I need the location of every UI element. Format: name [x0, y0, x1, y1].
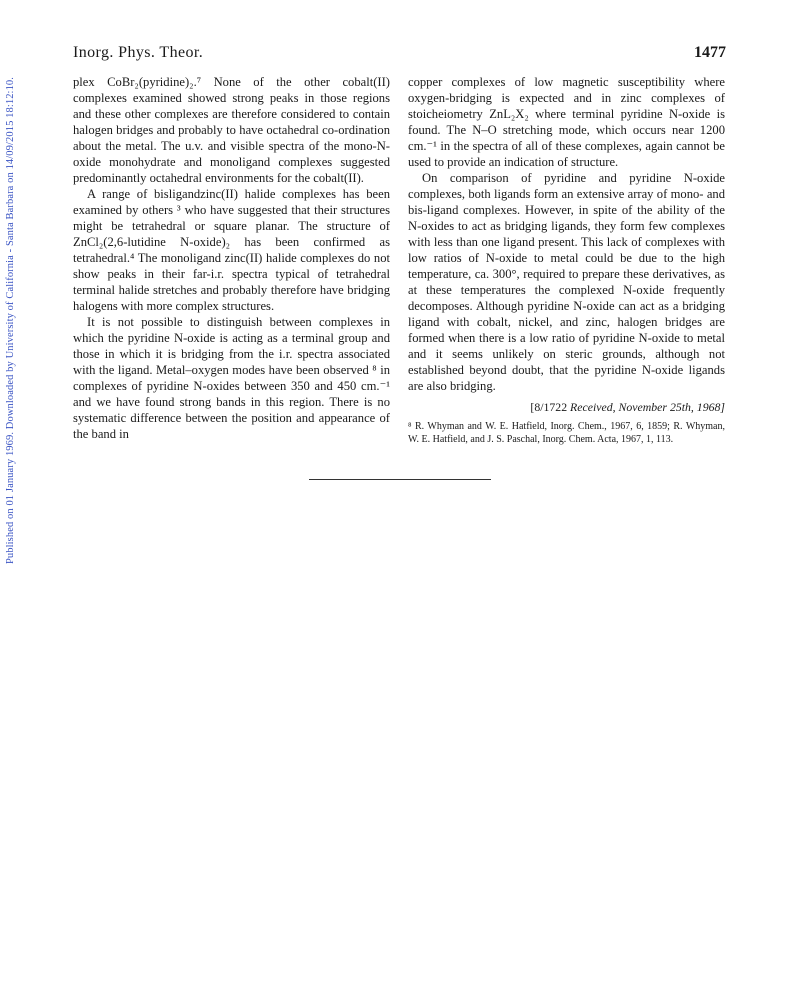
page-number: 1477: [694, 44, 726, 61]
download-watermark: [3, 0, 19, 640]
received-code: [8/1722: [530, 400, 568, 414]
left-paragraph-3: It is not possible to distinguish between complexes in which the pyridine N-oxide is acting as a terminal group and those in which it is bridging from the i.r. spectra associated with the ligand. Metal–oxygen modes have been observed ⁸ in complexes of pyridine N-oxides between 350 and 450 cm.⁻¹ and we have found strong bands in this region. There is no systematic difference between the position and appearance of the band in: [73, 315, 390, 441]
left-paragraph-2: A range of bisligandzinc(II) halide complexes has been examined by others ³ who have suggested that their structures might be tetrahedral or square planar. The structure of ZnCl₂(2,6-lutidine N-oxide)₂ has been confirmed as tetrahedral.⁴ The monoligand zinc(II) halide complexes do not show peaks in their far-i.r. spectra typical of tetrahedral terminal halide stretches and probably therefore have bridging halogens with more complex structures.: [73, 187, 390, 313]
end-of-article-rule: [309, 479, 491, 480]
journal-title: Inorg. Phys. Theor.: [73, 44, 204, 61]
right-paragraph-1: copper complexes of low magnetic susceptibility where oxygen-bridging is expected and in zinc complexes of stoicheiometry ZnL₂X₂ where terminal pyridine N-oxide is found. The N–O stretching mode, which occurs near 1200 cm.⁻¹ in the spectra of all of these complexes, again cannot be used to provide an indication of structure.: [408, 75, 725, 169]
right-column: [408, 74, 725, 446]
download-watermark-text: Published on 01 January 1969. Downloaded by University of California - Santa Barbara on 14/09/2015 18:12:10.: [5, 76, 17, 564]
left-column: [73, 74, 390, 442]
left-paragraph-1: plex CoBr₂(pyridine)₂.⁷ None of the other cobalt(II) complexes examined showed strong peaks in those regions and these other complexes are therefore considered to contain halogen bridges and probably to have octahedral co-ordination about the metal. The u.v. and visible spectra of the mono-N-oxide monohydrate and monoligand complexes suggested predominantly octahedral environments for the cobalt(II).: [73, 75, 390, 185]
reference-8: ⁸ R. Whyman and W. E. Hatfield, Inorg. Chem., 1967, 6, 1859; R. Whyman, W. E. Hatfield, and J. S. Paschal, Inorg. Chem. Acta, 1967, 1, 113.: [408, 421, 725, 445]
running-header: [73, 44, 726, 68]
received-date: Received, November 25th, 1968]: [570, 400, 725, 414]
reference-list: [408, 421, 725, 446]
received-note: [408, 399, 725, 415]
right-paragraph-2: On comparison of pyridine and pyridine N-oxide complexes, both ligands form an extensive array of mono- and bis-ligand complexes. However, in spite of the ability of the N-oxides to act as bridging ligands, they form few complexes with less than one ligand present. This lack of complexes with low ratios of N-oxide to metal could be due to the high temperature, ca. 300°, required to prepare these derivatives, as at these temperatures the complexed N-oxide frequently decomposes. Although pyridine N-oxide can act as a bridging ligand with cobalt, nickel, and zinc, halogen bridges are formed when there is a low ratio of pyridine N-oxide to metal and it seems unlikely on steric grounds, although not established beyond doubt, that the pyridine N-oxide ligands are also bridging.: [408, 171, 725, 393]
